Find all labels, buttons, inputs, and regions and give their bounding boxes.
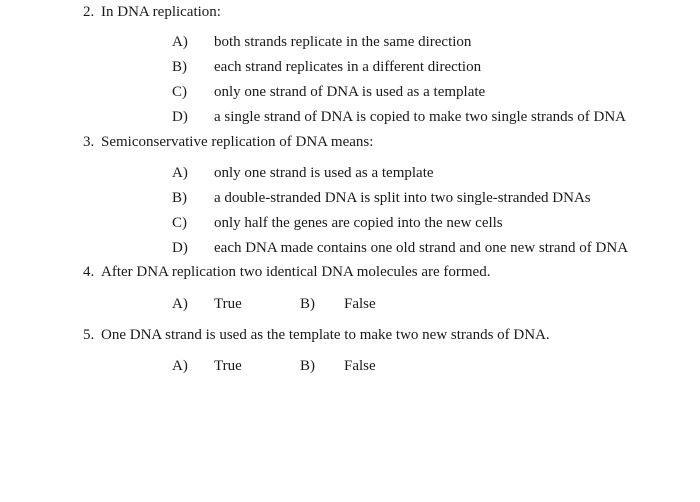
question-3-prompt: Semiconservative replication of DNA means: <box>101 134 374 150</box>
q4-option-b-letter[interactable]: B) <box>300 296 315 312</box>
q2-option-a-letter[interactable]: A) <box>172 34 188 50</box>
q2-option-b-letter[interactable]: B) <box>172 59 187 75</box>
q3-option-a-text: only one strand is used as a template <box>214 165 434 181</box>
q2-option-b-text: each strand replicates in a different direction <box>214 59 482 75</box>
q5-option-a-letter[interactable]: A) <box>172 358 188 374</box>
q3-option-c-text: only half the genes are copied into the new cells <box>214 215 503 231</box>
q5-option-b-text: False <box>344 358 376 374</box>
question-2-prompt: In DNA replication: <box>101 4 221 20</box>
question-3-number: 3. <box>83 134 95 150</box>
q2-option-a-text: both strands replicate in the same direction <box>214 34 472 50</box>
question-4-prompt: After DNA replication two identical DNA molecules are formed. <box>101 264 491 280</box>
q3-option-d-text: each DNA made contains one old strand and one new strand of DNA <box>214 240 629 256</box>
q3-option-b-text: a double-stranded DNA is split into two single-stranded DNAs <box>214 190 591 206</box>
q3-option-a-letter[interactable]: A) <box>172 165 188 181</box>
q3-option-b-letter[interactable]: B) <box>172 190 187 206</box>
q4-option-a-text: True <box>214 296 242 312</box>
q4-option-b-text: False <box>344 296 376 312</box>
q3-option-d-letter[interactable]: D) <box>172 240 188 256</box>
question-2-number: 2. <box>83 4 95 20</box>
q5-option-a-text: True <box>214 358 242 374</box>
q4-option-a-letter[interactable]: A) <box>172 296 188 312</box>
question-5-number: 5. <box>83 327 95 343</box>
q2-option-c-text: only one strand of DNA is used as a template <box>214 84 486 100</box>
q2-option-c-letter[interactable]: C) <box>172 84 187 100</box>
question-5-prompt: One DNA strand is used as the template to make two new strands of DNA. <box>101 327 550 343</box>
q2-option-d-letter[interactable]: D) <box>172 109 188 125</box>
q3-option-c-letter[interactable]: C) <box>172 215 187 231</box>
q5-option-b-letter[interactable]: B) <box>300 358 315 374</box>
question-4-number: 4. <box>83 264 95 280</box>
q2-option-d-text: a single strand of DNA is copied to make two single strands of DNA <box>214 109 627 125</box>
